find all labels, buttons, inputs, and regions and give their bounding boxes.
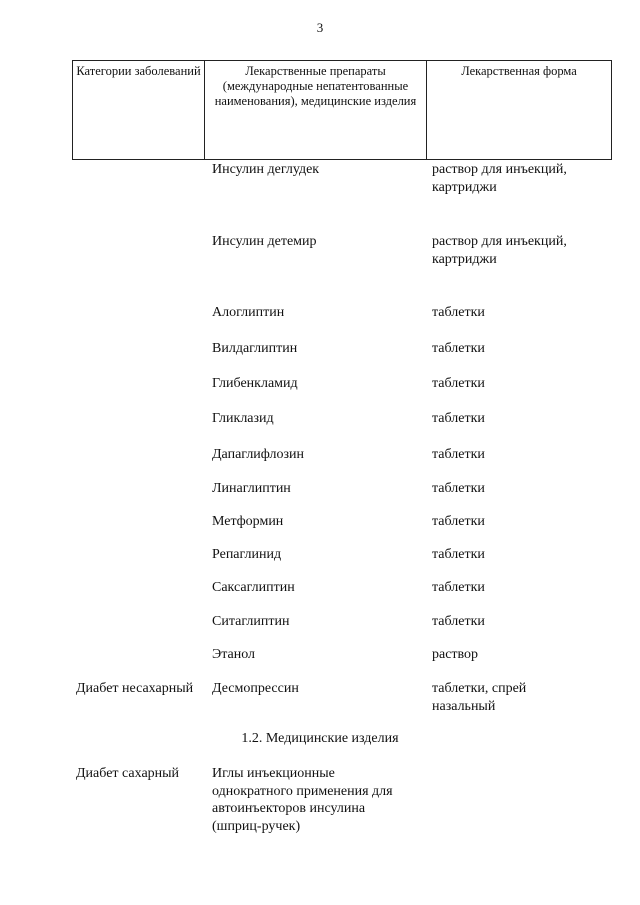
drug-cell: Репаглинид	[212, 547, 282, 562]
drug-cell: Глибенкламид	[212, 376, 298, 391]
drug-cell: Вилдаглиптин	[212, 341, 298, 356]
form-cell: таблетки	[432, 376, 485, 391]
drug-cell: Иглы инъекционные однократного применения для автоинъекторов инсулина (шприц-ручек)	[212, 766, 393, 834]
drug-cell: Алоглиптин	[212, 305, 285, 320]
drug-cell: Инсулин деглудек	[212, 162, 320, 177]
section-title: 1.2. Медицинские изделия	[241, 731, 399, 746]
drug-cell: Метформин	[212, 514, 284, 529]
page-number: 3	[316, 20, 324, 35]
header-drugs: Лекарственные препараты (международные непатентованные наименования), медицинские изделия	[205, 61, 427, 159]
form-cell: таблетки	[432, 547, 485, 562]
drug-cell: Этанол	[212, 647, 256, 662]
header-form: Лекарственная форма	[461, 64, 577, 78]
drug-cell: Десмопрессин	[212, 681, 299, 696]
form-cell: таблетки, спрей назальный	[432, 681, 527, 714]
form-cell: таблетки	[432, 514, 485, 529]
drug-cell: Гликлазид	[212, 411, 274, 426]
form-cell: таблетки	[432, 447, 485, 462]
drug-cell: Линаглиптин	[212, 481, 291, 496]
header-categories: Категории заболеваний	[73, 61, 205, 159]
form-cell: раствор для инъекций, картриджи	[432, 234, 567, 267]
form-cell: таблетки	[432, 411, 485, 426]
category-cell: Диабет несахарный	[76, 681, 194, 696]
drug-cell: Инсулин детемир	[212, 234, 317, 249]
form-cell: таблетки	[432, 614, 485, 629]
form-cell: раствор	[432, 647, 479, 662]
form-cell: таблетки	[432, 481, 485, 496]
drug-cell: Ситаглиптин	[212, 614, 290, 629]
category-cell: Диабет сахарный	[76, 766, 180, 781]
form-cell: таблетки	[432, 305, 485, 320]
form-cell: таблетки	[432, 341, 485, 356]
drug-cell: Саксаглиптин	[212, 580, 295, 595]
form-cell: раствор для инъекций, картриджи	[432, 162, 567, 195]
form-cell: таблетки	[432, 580, 485, 595]
drug-cell: Дапаглифлозин	[212, 447, 305, 462]
table-header	[72, 60, 612, 160]
